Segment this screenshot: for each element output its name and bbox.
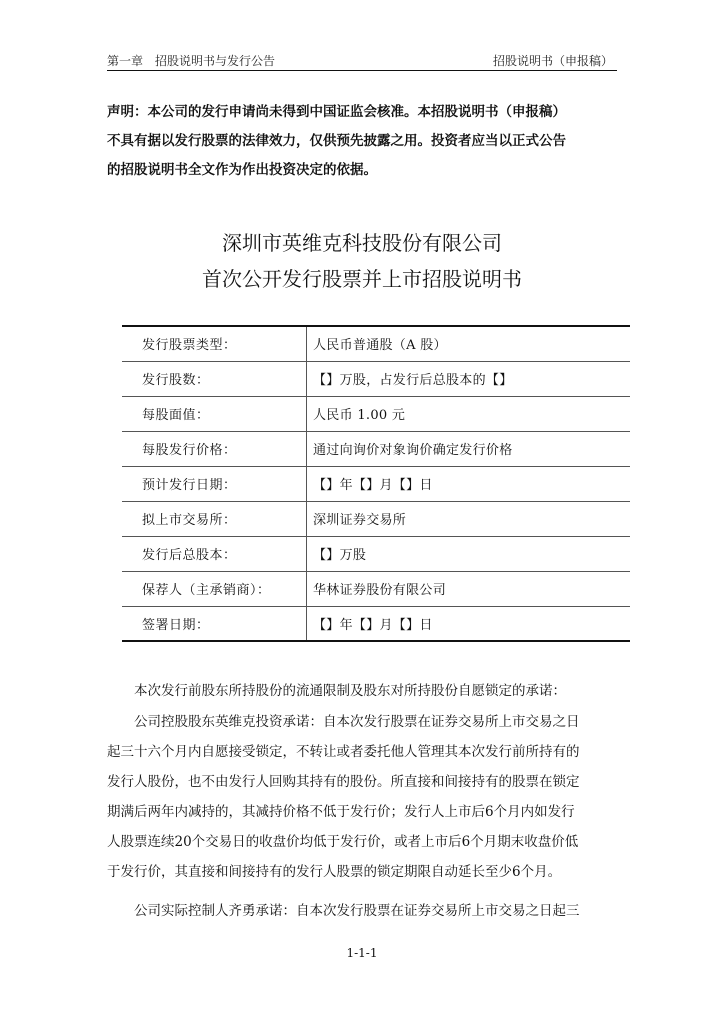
row-label: 每股面值： [122,396,307,431]
row-value: 人民币普通股（A 股） [313,338,447,354]
row-label: 保荐人（主承销商）： [122,571,307,606]
document-title: 首次公开发行股票并上市招股说明书 [202,267,522,291]
header-divider [107,70,617,71]
paragraph-line: 公司控股股东英维克投资承诺：自本次发行股票在证券交易所上市交易之日 [134,714,580,730]
row-label: 发行后总股本： [122,536,307,571]
paragraph-line: 人股票连续20个交易日的收盘价均低于发行价，或者上市后6个月期末收盘价低 [107,834,579,850]
table-row [122,501,630,536]
page-number: 1-1-1 [346,946,378,960]
disclaimer-statement [107,98,627,185]
table-row [122,361,630,396]
issuance-summary-table [122,325,630,642]
row-value: 通过向询价对象询价确定发行价格 [313,443,513,458]
paragraph-line: 发行人股份，也不由发行人回购其持有的股份。所直接和间接持有的股票在锁定 [107,774,580,790]
statement-line: 不具有据以发行股票的法律效力，仅供预先披露之用。投资者应当以正式公告 [107,133,566,149]
table-row [122,431,630,466]
controlling-shareholder-commitment [107,707,619,887]
company-name-title: 深圳市英维克科技股份有限公司 [222,231,502,255]
paragraph-line: 公司实际控制人齐勇承诺：自本次发行股票在证券交易所上市交易之日起三 [134,903,580,919]
table-row [122,536,630,571]
table-row [122,326,630,361]
paragraph-line: 于发行价，其直接和间接持有的发行人股票的锁定期限自动延长至少6个月。 [107,864,562,880]
table-row [122,571,630,606]
row-label: 每股发行价格： [122,431,307,466]
row-label: 发行股票类型： [122,326,307,361]
row-value: 【】万股 [313,548,367,563]
row-label: 预计发行日期： [122,466,307,501]
paragraph-line: 期满后两年内减持的，其减持价格不低于发行价；发行人上市后6个月内如发行 [107,804,575,820]
statement-line: 声明：本公司的发行申请尚未得到中国证监会核准。本招股说明书（申报稿） [107,104,566,120]
row-value: 人民币 1.00 元 [313,408,406,423]
actual-controller-commitment [107,896,619,926]
statement-line: 的招股说明书全文作为作出投资决定的依据。 [107,162,377,178]
table-row [122,606,630,641]
table-row [122,396,630,431]
row-label: 发行股数： [122,361,307,396]
lockup-intro-paragraph [107,676,619,706]
row-label: 签署日期： [122,606,307,641]
paragraph-line: 起三十六个月内自愿接受锁定，不转让或者委托他人管理其本次发行前所持有的 [107,744,580,760]
row-value: 华林证券股份有限公司 [313,583,447,598]
header-chapter: 第一章 招股说明书与发行公告 [107,54,276,68]
row-value: 【】万股，占发行后总股本的【】 [313,373,513,388]
table-row [122,466,630,501]
row-label: 拟上市交易所： [122,501,307,536]
row-value: 深圳证券交易所 [313,513,407,528]
page-header [107,50,617,70]
paragraph-line: 本次发行前股东所持股份的流通限制及股东对所持股份自愿锁定的承诺： [134,683,566,699]
header-doc-name: 招股说明书（申报稿） [492,54,613,68]
row-value: 【】年【】月【】日 [313,617,433,633]
row-value: 【】年【】月【】日 [313,478,433,493]
